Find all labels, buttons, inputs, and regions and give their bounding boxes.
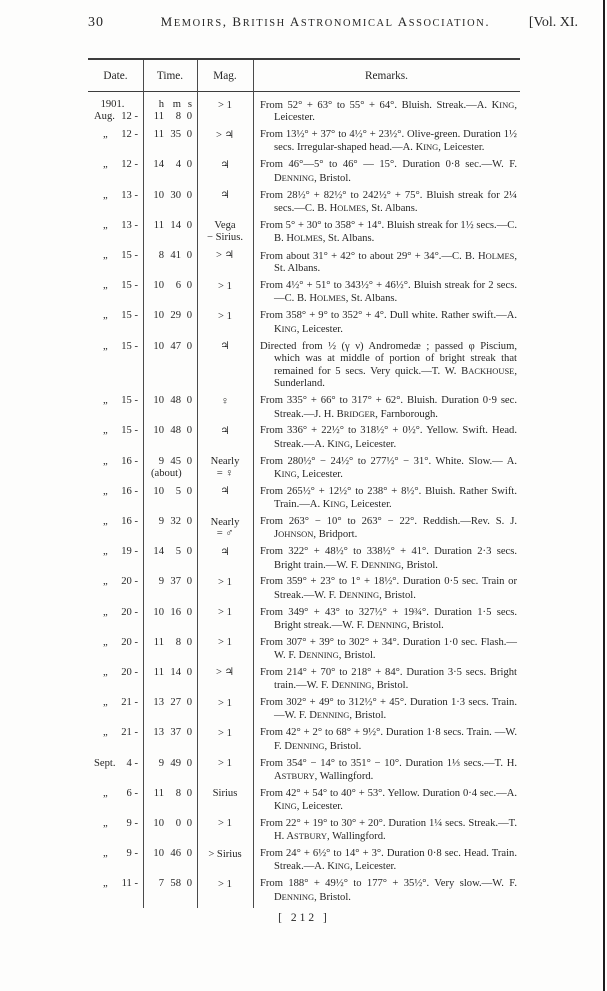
table-row bbox=[88, 878, 520, 904]
date-day: 16 - bbox=[121, 516, 138, 528]
date-day: 12 - bbox=[121, 111, 138, 123]
date-month: „ bbox=[103, 340, 108, 352]
date-cell bbox=[88, 848, 143, 874]
time-value: 13 27 0 bbox=[153, 697, 192, 709]
time-value: 11 8 0 bbox=[153, 636, 192, 648]
magnitude-cell: ♃ bbox=[220, 425, 230, 437]
date-month: „ bbox=[103, 395, 108, 407]
table-row bbox=[88, 220, 520, 246]
time-cell bbox=[143, 758, 197, 784]
date-day: 20 - bbox=[121, 666, 138, 678]
date-cell bbox=[88, 425, 143, 451]
time-cell bbox=[143, 486, 197, 512]
date-day: 21 - bbox=[121, 727, 138, 739]
magnitude-cell: ♃ bbox=[220, 341, 230, 352]
time-value: 10 5 0 bbox=[153, 485, 192, 497]
date-day: 13 - bbox=[121, 189, 138, 201]
table-row bbox=[88, 697, 520, 723]
column-header-date: Date. bbox=[103, 70, 128, 82]
date-month: „ bbox=[103, 697, 108, 709]
time-value: 10 46 0 bbox=[153, 848, 192, 860]
time-value: 14 4 0 bbox=[153, 159, 192, 171]
time-value: 10 29 0 bbox=[153, 310, 192, 322]
remarks-cell: From 354° − 14° to 351° − 10°. Duration 1⅓ secs.—T. H. ASTBURY, Wallingford. bbox=[260, 757, 517, 782]
remarks-cell: From about 31° + 42° to about 29° + 34°.—C. B. HOLMES, St. Albans. bbox=[260, 250, 517, 275]
date-day: 6 - bbox=[126, 787, 138, 799]
time-units-label: h m s bbox=[158, 99, 192, 110]
date-cell bbox=[88, 280, 143, 306]
date-day: 16 - bbox=[121, 485, 138, 497]
magnitude-cell: > 1 bbox=[218, 576, 232, 588]
time-cell bbox=[143, 456, 197, 482]
remarks-cell: From 358° + 9° to 352° + 4°. Dull white. Rather swift.—A. KING, Leicester. bbox=[260, 310, 517, 335]
time-cell bbox=[143, 220, 197, 246]
date-month: „ bbox=[103, 787, 108, 799]
date-cell bbox=[88, 190, 143, 216]
remarks-cell: From 302° + 49° to 312½° + 45°. Duration 1·3 secs. Train.—W. F. DENNING, Bristol. bbox=[260, 697, 517, 722]
remarks-cell: From 359° + 23° to 1° + 18½°. Duration 0·5 sec. Train or Streak.—W. F. DENNING, Bristol. bbox=[260, 576, 517, 601]
date-cell bbox=[88, 727, 143, 753]
date-month: „ bbox=[103, 606, 108, 618]
date-month: „ bbox=[103, 546, 108, 558]
table-row bbox=[88, 818, 520, 844]
date-cell bbox=[88, 456, 143, 482]
column-header-remarks: Remarks. bbox=[365, 70, 408, 82]
date-month: „ bbox=[103, 516, 108, 528]
date-month: „ bbox=[103, 425, 108, 437]
table-row bbox=[88, 788, 520, 814]
time-cell bbox=[143, 99, 197, 125]
date-cell bbox=[88, 637, 143, 663]
date-month: „ bbox=[103, 280, 108, 292]
magnitude-cell: Vega − Sirius. bbox=[207, 220, 243, 243]
remarks-cell: From 42° + 2° to 68° + 9½°. Duration 1·8 secs. Train. —W. F. DENNING, Bristol. bbox=[260, 727, 517, 752]
table-row bbox=[88, 546, 520, 572]
magnitude-cell: Sirius bbox=[212, 788, 238, 800]
date-cell bbox=[88, 159, 143, 185]
remarks-cell: From 280½° − 24½° to 277½° − 31°. White. Slow.— A. KING, Leicester. bbox=[260, 455, 517, 480]
date-month: „ bbox=[103, 219, 108, 231]
table-row bbox=[88, 310, 520, 336]
table-header-row bbox=[88, 60, 520, 92]
table-row bbox=[88, 758, 520, 784]
time-cell bbox=[143, 576, 197, 602]
date-day: 15 - bbox=[121, 395, 138, 407]
time-cell bbox=[143, 878, 197, 904]
magnitude-cell: ♃ bbox=[220, 486, 230, 498]
time-cell bbox=[143, 546, 197, 572]
remarks-cell: From 263° − 10° to 263° − 22°. Reddish.—Rev. S. J. JOHNSON, Bridport. bbox=[260, 516, 517, 541]
date-cell bbox=[88, 129, 143, 155]
date-day: 20 - bbox=[121, 606, 138, 618]
column-header-time: Time. bbox=[156, 70, 184, 82]
remarks-cell: From 336° + 22½° to 318½° + 0½°. Yellow. Swift. Head. Streak.—A. KING, Leicester. bbox=[260, 425, 517, 450]
magnitude-cell: > 1 bbox=[218, 310, 232, 322]
table-row bbox=[88, 129, 520, 155]
date-day: 4 - bbox=[126, 757, 138, 769]
scan-edge-line bbox=[603, 0, 605, 991]
date-cell bbox=[88, 878, 143, 904]
date-cell bbox=[88, 788, 143, 814]
remarks-cell: From 22° + 19° to 30° + 20°. Duration 1¼ secs. Streak.—T. H. ASTBURY, Wallingford. bbox=[260, 817, 517, 843]
time-note: (about) bbox=[151, 467, 182, 479]
remarks-cell: From 188° + 49½° to 177° + 35½°. Very slow.—W. F. DENNING, Bristol. bbox=[260, 878, 517, 903]
table-row bbox=[88, 516, 520, 542]
column-rule bbox=[143, 60, 144, 908]
remarks-cell: From 46°—5° to 46° — 15°. Duration 0·8 sec.—W. F. DENNING, Bristol. bbox=[260, 159, 517, 184]
magnitude-cell: Nearly = ♂ bbox=[210, 516, 240, 540]
running-title: MEMOIRS, BRITISH ASTRONOMICAL ASSOCIATION. bbox=[160, 14, 491, 29]
table-row bbox=[88, 250, 520, 276]
time-cell bbox=[143, 848, 197, 874]
magnitude-cell: > 1 bbox=[218, 818, 232, 830]
date-day: 16 - bbox=[121, 455, 138, 467]
time-value: 10 16 0 bbox=[153, 606, 192, 618]
date-month: „ bbox=[103, 455, 108, 467]
remarks-cell: From 13½° + 37° to 4½° + 23½°. Olive-green. Duration 1½ secs. Irregular-shaped head.—A. KING, Leicester. bbox=[260, 129, 517, 154]
table-row bbox=[88, 456, 520, 482]
date-cell bbox=[88, 607, 143, 633]
time-value: 11 8 0 bbox=[153, 111, 192, 123]
time-cell bbox=[143, 788, 197, 814]
magnitude-cell: > 1 bbox=[218, 697, 232, 709]
table-row bbox=[88, 848, 520, 874]
date-day: 15 - bbox=[121, 310, 138, 322]
date-day: 9 - bbox=[126, 848, 138, 860]
magnitude-cell: > 1 bbox=[218, 637, 232, 649]
magnitude-cell: > 1 bbox=[218, 99, 232, 111]
observations-table bbox=[88, 58, 520, 908]
date-day: 13 - bbox=[121, 219, 138, 231]
date-cell bbox=[88, 486, 143, 512]
date-cell bbox=[88, 697, 143, 723]
table-row bbox=[88, 99, 520, 125]
date-day: 15 - bbox=[121, 340, 138, 352]
date-cell bbox=[88, 220, 143, 246]
time-cell bbox=[143, 280, 197, 306]
date-month: „ bbox=[103, 129, 108, 141]
date-month: „ bbox=[103, 310, 108, 322]
date-month: „ bbox=[103, 485, 108, 497]
time-cell bbox=[143, 425, 197, 451]
time-value: 11 8 0 bbox=[153, 787, 192, 799]
time-cell bbox=[143, 159, 197, 185]
table-row bbox=[88, 190, 520, 216]
table-row bbox=[88, 159, 520, 185]
date-cell bbox=[88, 310, 143, 336]
magnitude-cell: ♃ bbox=[220, 190, 230, 202]
date-day: 15 - bbox=[121, 425, 138, 437]
time-cell bbox=[143, 341, 197, 391]
magnitude-cell: > Sirius bbox=[208, 848, 242, 860]
year-label: 1901. bbox=[100, 99, 125, 110]
table-row bbox=[88, 486, 520, 512]
date-day: 21 - bbox=[121, 697, 138, 709]
time-cell bbox=[143, 310, 197, 336]
column-rule bbox=[253, 60, 254, 908]
date-month: „ bbox=[103, 159, 108, 171]
time-value: 10 47 0 bbox=[153, 340, 192, 352]
time-cell bbox=[143, 607, 197, 633]
column-rule bbox=[197, 60, 198, 908]
date-cell bbox=[88, 576, 143, 602]
remarks-cell: From 28½° + 82½° to 242½° + 75°. Bluish streak for 2¼ secs.—C. B. HOLMES, St. Albans. bbox=[260, 189, 517, 214]
magnitude-cell: > ♃ bbox=[215, 667, 235, 679]
table-row bbox=[88, 607, 520, 633]
magnitude-cell: > 1 bbox=[218, 727, 232, 739]
date-cell bbox=[88, 395, 143, 421]
date-month: „ bbox=[103, 189, 108, 201]
date-day: 15 - bbox=[121, 280, 138, 292]
time-value: 10 0 0 bbox=[153, 817, 192, 829]
magnitude-cell: > 1 bbox=[218, 758, 232, 770]
date-month: Aug. bbox=[94, 111, 115, 123]
time-value: 7 58 0 bbox=[158, 878, 192, 890]
time-value: 9 32 0 bbox=[158, 516, 192, 528]
magnitude-cell: > ♃ bbox=[215, 250, 235, 262]
time-cell bbox=[143, 667, 197, 693]
date-cell bbox=[88, 516, 143, 542]
time-cell bbox=[143, 697, 197, 723]
date-day: 19 - bbox=[121, 546, 138, 558]
date-month: „ bbox=[103, 666, 108, 678]
magnitude-cell: > 1 bbox=[218, 607, 232, 619]
time-value: 9 37 0 bbox=[158, 576, 192, 588]
page-number: 30 bbox=[88, 15, 104, 30]
table-row bbox=[88, 395, 520, 421]
time-cell bbox=[143, 250, 197, 276]
date-day: 9 - bbox=[126, 817, 138, 829]
table-row bbox=[88, 280, 520, 306]
remarks-cell: Directed from ½ (γ ν) Andromedæ ; passed φ Piscium, which was at middle of portion of bright streak that remained for 5 secs. Very quick.—T. W. BACKHOUSE, Sunderland. bbox=[260, 340, 517, 390]
volume-label: [Vol. XI. bbox=[528, 15, 578, 30]
table-row bbox=[88, 727, 520, 753]
date-cell bbox=[88, 758, 143, 784]
time-cell bbox=[143, 395, 197, 421]
remarks-cell: From 322° + 48½° to 338½° + 41°. Duration 2·3 secs. Bright train.—W. F. DENNING, Bristol. bbox=[260, 546, 517, 571]
table-row bbox=[88, 667, 520, 693]
magnitude-cell: ♃ bbox=[220, 159, 230, 171]
table-row bbox=[88, 341, 520, 391]
time-value: 9 45 0 bbox=[158, 455, 192, 467]
date-day: 20 - bbox=[121, 576, 138, 588]
date-day: 11 - bbox=[121, 878, 138, 890]
time-value: 11 14 0 bbox=[153, 219, 192, 231]
magnitude-cell: > 1 bbox=[218, 878, 232, 890]
date-cell bbox=[88, 341, 143, 391]
table-row bbox=[88, 637, 520, 663]
date-day: 15 - bbox=[121, 249, 138, 261]
time-value: 10 6 0 bbox=[153, 280, 192, 292]
remarks-cell: From 307° + 39° to 302° + 34°. Duration 1·0 sec. Flash.—W. F. DENNING, Bristol. bbox=[260, 636, 517, 662]
date-day: 12 - bbox=[121, 129, 138, 141]
date-month: „ bbox=[103, 727, 108, 739]
date-month: „ bbox=[103, 636, 108, 648]
time-value: 10 48 0 bbox=[153, 395, 192, 407]
remarks-cell: From 42° + 54° to 40° + 53°. Yellow. Duration 0·4 sec.—A. KING, Leicester. bbox=[260, 787, 517, 813]
time-value: 8 41 0 bbox=[158, 249, 192, 261]
date-cell bbox=[88, 667, 143, 693]
time-value: 9 49 0 bbox=[158, 757, 192, 769]
remarks-cell: From 24° + 6½° to 14° + 3°. Duration 0·8 sec. Head. Train. Streak.—A. KING, Leicester. bbox=[260, 848, 517, 873]
date-month: „ bbox=[103, 878, 108, 890]
remarks-cell: From 349° + 43° to 327½° + 19¾°. Duration 1·5 secs. Bright streak.—W. F. DENNING, Bristol. bbox=[260, 606, 517, 631]
remarks-cell: From 4½° + 51° to 343½° + 46½°. Bluish streak for 2 secs.—C. B. HOLMES, St. Albans. bbox=[260, 280, 517, 305]
date-cell bbox=[88, 818, 143, 844]
time-value: 10 48 0 bbox=[153, 425, 192, 437]
table-row bbox=[88, 576, 520, 602]
column-header-mag: Mag. bbox=[213, 70, 237, 82]
date-cell bbox=[88, 99, 143, 125]
time-cell bbox=[143, 129, 197, 155]
time-value: 11 14 0 bbox=[153, 666, 192, 678]
magnitude-cell: ♃ bbox=[220, 546, 230, 558]
date-month: „ bbox=[103, 249, 108, 261]
table-body bbox=[88, 92, 520, 904]
time-cell bbox=[143, 727, 197, 753]
time-cell bbox=[143, 516, 197, 542]
date-month: „ bbox=[103, 817, 108, 829]
remarks-cell: From 52° + 63° to 55° + 64°. Bluish. Streak.—A. KING, Leicester. bbox=[260, 100, 517, 124]
date-cell bbox=[88, 250, 143, 276]
date-cell bbox=[88, 546, 143, 572]
time-value: 14 5 0 bbox=[153, 546, 192, 558]
date-month: Sept. bbox=[94, 757, 116, 769]
date-day: 12 - bbox=[121, 159, 138, 171]
date-day: 20 - bbox=[121, 636, 138, 648]
time-value: 11 35 0 bbox=[153, 129, 192, 141]
remarks-cell: From 265½° + 12½° to 238° + 8½°. Bluish. Rather Swift. Train.—A. KING, Leicester. bbox=[260, 485, 517, 511]
magnitude-cell: ♀ bbox=[221, 395, 229, 407]
remarks-cell: From 335° + 66° to 317° + 62°. Bluish. Duration 0·9 sec. Streak.—J. H. BRIDGER, Farnborough. bbox=[260, 395, 517, 420]
date-month: „ bbox=[103, 848, 108, 860]
magnitude-cell: > 1 bbox=[218, 280, 232, 292]
time-value: 10 30 0 bbox=[153, 189, 192, 201]
magnitude-cell: > ♃ bbox=[215, 129, 235, 141]
magnitude-cell: Nearly = ♀ bbox=[210, 456, 240, 479]
time-value: 13 37 0 bbox=[153, 727, 192, 739]
page-footer: [ 212 ] bbox=[278, 912, 330, 924]
time-cell bbox=[143, 818, 197, 844]
time-cell bbox=[143, 190, 197, 216]
remarks-cell: From 5° + 30° to 358° + 14°. Bluish streak for 1½ secs.—C. B. HOLMES, St. Albans. bbox=[260, 219, 517, 245]
time-cell bbox=[143, 637, 197, 663]
running-head bbox=[88, 14, 578, 31]
date-month: „ bbox=[103, 576, 108, 588]
remarks-cell: From 214° + 70° to 218° + 84°. Duration 3·5 secs. Bright train.—W. F. DENNING, Bristol. bbox=[260, 666, 517, 692]
table-row bbox=[88, 425, 520, 451]
